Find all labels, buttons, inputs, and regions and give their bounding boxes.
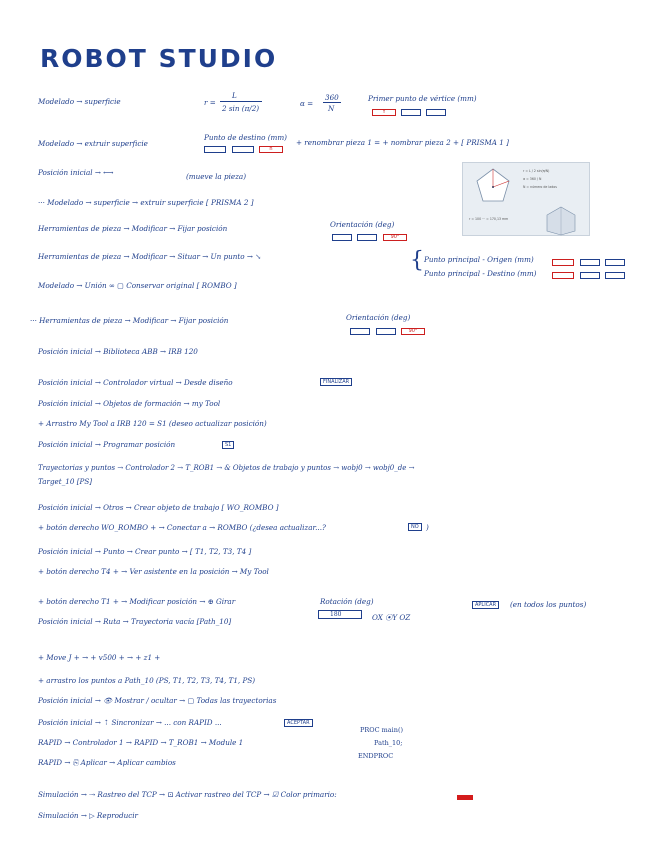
- input-box: [605, 272, 625, 279]
- input-box: [232, 146, 254, 153]
- note-punto-destino: Punto de destino (mm): [204, 133, 287, 142]
- note-union: Modelado → Unión ∞ ▢ Conservar original [ ROMBO ]: [38, 281, 237, 290]
- note-aplicar-cambios: RAPID → ⎘ Aplicar → Aplicar cambios: [38, 758, 176, 767]
- no-button[interactable]: NO: [408, 523, 422, 531]
- input-box: [332, 234, 352, 241]
- note-todos-puntos: (en todos los puntos): [510, 600, 587, 609]
- note-rastreo-tcp: Simulación → ⇢ Rastreo del TCP → ⊡ Activar rastreo del TCP → ☑ Color primario:: [38, 790, 337, 799]
- brace: {: [410, 248, 424, 273]
- note-controlador-virtual: Posición inicial → Controlador virtual → Desde diseño: [38, 378, 233, 387]
- aceptar-button[interactable]: ACEPTAR: [284, 719, 313, 727]
- input-box: [552, 259, 574, 266]
- rotation-value: 180: [330, 611, 342, 618]
- note-biblioteca-abb: Posición inicial → Biblioteca ABB → IRB 120: [38, 347, 198, 356]
- input-box: [580, 259, 600, 266]
- box-label-h: h: [269, 146, 273, 152]
- box-label-90: 90°: [390, 234, 400, 240]
- note-move-j: + Move J + → + v500 + → + z1 +: [38, 653, 161, 662]
- axis-radio-group[interactable]: OX ⦿Y OZ: [372, 613, 411, 622]
- note-mostrar-ocultar: Posición inicial → 👁 Mostrar / ocultar → ▢ Todas las trayectorias: [38, 696, 277, 705]
- s1-button[interactable]: S1: [222, 441, 234, 449]
- note-posicion-inicial-mover: Posición inicial → ⟷: [38, 168, 114, 177]
- note-orientacion: Orientación (deg): [330, 220, 395, 229]
- input-box: [350, 328, 370, 335]
- note-arrastro-mytool: + Arrastro My Tool a IRB 120 = S1 (deseo actualizar posición): [38, 419, 267, 428]
- note-crear-punto: Posición inicial → Punto → Crear punto → [ T1, T2, T3, T4 ]: [38, 547, 252, 556]
- note-rapid-module: RAPID → Controlador 1 → RAPID → T_ROB1 → Module 1: [38, 738, 244, 747]
- fraction-line: [220, 101, 262, 102]
- pentagon-reference-image: [462, 162, 590, 236]
- formula-r-numerator: L: [232, 91, 237, 100]
- input-box: [605, 259, 625, 266]
- thumb-text: r = 100 ··· = 170,13 mm: [469, 217, 509, 221]
- note-programar-posicion: Posición inicial → Programar posición: [38, 440, 176, 449]
- fraction-line: [323, 102, 341, 103]
- aplicar-button[interactable]: APLICAR: [472, 601, 499, 609]
- input-box: [426, 109, 446, 116]
- note-trayectoria-vacia: Posición inicial → Ruta → Trayectoria vacía [Path_10]: [38, 617, 232, 626]
- pentagon-diagram: [463, 163, 591, 237]
- note-primer-punto: Primer punto de vértice (mm): [368, 94, 477, 103]
- note-arrastro-puntos: + arrastro los puntos a Path_10 (PS, T1, T2, T3, T4, T1, PS): [38, 676, 256, 685]
- box-label-y: Y: [382, 109, 386, 115]
- code-endproc: ENDPROC: [358, 752, 394, 760]
- box-label-90: 90°: [408, 328, 418, 334]
- note-orientacion-2: Orientación (deg): [346, 313, 411, 322]
- note-close-paren: ): [426, 523, 429, 532]
- formula-r: r =: [204, 98, 216, 107]
- note-prisma-2: ··· Modelado → superficie → extruir superficie [ PRISMA 2 ]: [38, 198, 254, 207]
- note-modelado-superficie: Modelado → superficie: [38, 97, 121, 106]
- note-modificar-posicion: + botón derecho T1 + → Modificar posición → ⊕ Girar: [38, 597, 236, 606]
- input-box: [401, 109, 421, 116]
- note-conectar-rombo: + botón derecho WO_ROMBO + → Conectar a → ROMBO (¿desea actualizar...?: [38, 523, 326, 532]
- input-box: [580, 272, 600, 279]
- input-box: [204, 146, 226, 153]
- code-proc: PROC main(): [360, 726, 404, 734]
- color-primario-swatch[interactable]: [457, 795, 473, 800]
- formula-r-denominator: 2 sin (π/2): [222, 104, 260, 113]
- page-title: ROBOT STUDIO: [40, 44, 278, 73]
- input-box: [552, 272, 574, 279]
- note-situar: Herramientas de pieza → Modificar → Situar → Un punto → ↘: [38, 252, 262, 261]
- thumb-text: N = número de lados: [523, 185, 557, 189]
- note-renombrar: + renombrar pieza 1 = + nombrar pieza 2 + [ PRISMA 1 ]: [296, 138, 509, 147]
- input-box: [376, 328, 396, 335]
- note-objetos-formacion: Posición inicial → Objetos de formación → my Tool: [38, 399, 221, 408]
- input-box: [357, 234, 377, 241]
- note-ver-asistente: + botón derecho T4 + → Ver asistente en la posición → My Tool: [38, 567, 269, 576]
- note-target-10: Target_10 [PS]: [38, 477, 93, 486]
- formula-alpha-denominator: N: [328, 104, 335, 113]
- note-crear-objeto: Posición inicial → Otros → Crear objeto de trabajo [ WO_ROMBO ]: [38, 503, 279, 512]
- note-punto-origen: Punto principal - Origen (mm): [424, 255, 534, 264]
- note-rotacion: Rotación (deg): [320, 597, 374, 606]
- note-sincronizar: Posición inicial → ⇡ Sincronizar → ... con RAPID ...: [38, 718, 222, 727]
- thumb-text: α = 360 / N: [523, 177, 542, 181]
- formula-alpha-numerator: 360: [325, 93, 339, 102]
- code-path: Path_10;: [374, 739, 403, 747]
- finalizar-button[interactable]: FINALIZAR: [320, 378, 352, 386]
- note-reproducir: Simulación → ▷ Reproducir: [38, 811, 138, 820]
- note-punto-destino: Punto principal - Destino (mm): [424, 269, 537, 278]
- note-fijar-posicion-2: ··· Herramientas de pieza → Modificar → Fijar posición: [30, 316, 229, 325]
- note-fijar-posicion: Herramientas de pieza → Modificar → Fijar posición: [38, 224, 228, 233]
- note-extruir-superficie: Modelado → extruir superficie: [38, 139, 148, 148]
- thumb-text: r = L / 2 sin(π/N): [523, 169, 550, 173]
- formula-alpha: α =: [300, 99, 314, 108]
- note-trayectorias-puntos: Trayectorias y puntos → Controlador 2 → T_ROB1 → & Objetos de trabajo y puntos → wobj0 → wobj0_de →: [38, 464, 415, 472]
- note-mueve-pieza: (mueve la pieza): [186, 172, 246, 181]
